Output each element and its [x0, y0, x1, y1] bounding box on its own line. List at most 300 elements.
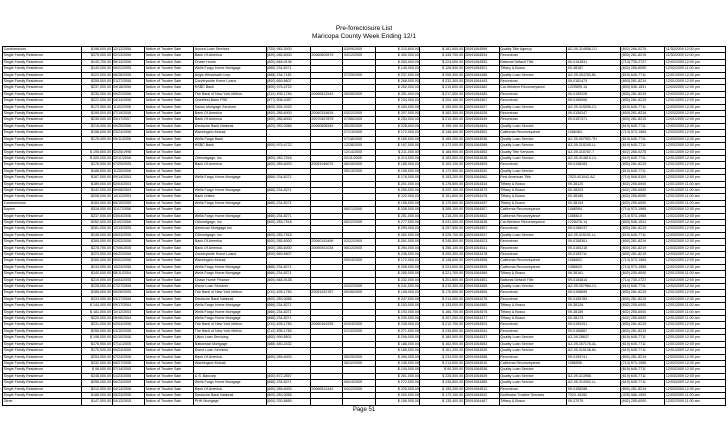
- table-cell: 05/13/2005: [343, 168, 376, 174]
- table-cell: 20070497875: [310, 117, 343, 123]
- table-cell: 12/01/2009 12:00 pm: [665, 155, 726, 161]
- table-cell: Single Family Residence: [3, 386, 82, 392]
- table-cell: 04/13/2005: [112, 399, 145, 405]
- table-cell: U.S. Bancorp: [194, 373, 266, 379]
- table-cell: (800) 872-2657: [266, 373, 310, 379]
- table-cell: 12/03/2009 11:00 am: [665, 392, 726, 398]
- table-cell: 11/02/2006: [112, 104, 145, 110]
- table-cell: Single Family Residence: [3, 258, 82, 264]
- table-cell: $233,000.00: [82, 296, 112, 302]
- table-cell: 20091064544: [464, 328, 499, 334]
- table-cell: 06/26/2006: [112, 72, 145, 78]
- table-cell: 08/11/2004: [112, 271, 145, 277]
- table-cell: 09-38126: [567, 303, 621, 309]
- table-cell: $215,900.00: [82, 123, 112, 129]
- table-cell: Notice of Trustee Sale: [145, 226, 194, 232]
- table-cell: 12/02/2009 12:00 pm: [665, 123, 726, 129]
- table-cell: 20091064555: [464, 284, 499, 290]
- table-cell: (602) 266-0275: [620, 149, 664, 155]
- table-cell: Single Family Residence: [3, 104, 82, 110]
- table-cell: $ 197,000.00: [376, 143, 420, 149]
- table-cell: (212) 495-1784: [266, 328, 310, 334]
- table-cell: 12/03/2009 12:00 pm: [665, 252, 726, 258]
- table-cell: Single Family Residence: [3, 53, 82, 59]
- table-cell: Notice of Trustee Sale: [145, 309, 194, 315]
- table-cell: (800) 281-8219: [620, 322, 664, 328]
- table-cell: Countrywide Home Loans: [194, 252, 266, 258]
- table-cell: 12/03/2009 12:00 pm: [665, 386, 726, 392]
- table-cell: 07/24/2006: [112, 354, 145, 360]
- table-cell: $ 213,000.00: [376, 155, 420, 161]
- table-cell: $ 185,000.00: [376, 162, 420, 168]
- table-cell: Notice of Trustee Sale: [145, 264, 194, 270]
- table-cell: Tiffany & Bosco: [499, 181, 567, 187]
- table-cell: Notice of Trustee Sale: [145, 162, 194, 168]
- table-cell: 07/06/2005: [343, 117, 376, 123]
- table-cell: Notice of Trustee Sale: [145, 98, 194, 104]
- table-cell: (800) 285-6000: [266, 354, 310, 360]
- table-cell: (619) 645-7711: [620, 335, 664, 341]
- table-cell: 12/01/2009 11:00 am: [665, 181, 726, 187]
- table-cell: 09-0159251: [567, 322, 621, 328]
- table-cell: 01/10/2005: [343, 328, 376, 334]
- table-cell: 20091064443: [464, 79, 499, 85]
- table-cell: $ 170,600.00: [420, 200, 464, 206]
- table-cell: Recontrust: [499, 98, 567, 104]
- table-cell: 12/01/2009 12:00 pm: [665, 290, 726, 296]
- table-cell: 20091064553: [464, 149, 499, 155]
- table-cell: $ 241,000.00: [376, 284, 420, 290]
- table-cell: $ 210,600.00: [376, 47, 420, 53]
- table-cell: Citimortgage, Inc: [194, 232, 266, 238]
- table-cell: 20091064552: [464, 59, 499, 65]
- table-cell: $ 248,500.00: [420, 239, 464, 245]
- table-cell: $ 201,000.00: [376, 181, 420, 187]
- table-cell: (619) 645-7711: [620, 373, 664, 379]
- table-cell: California Reconveyance: [499, 207, 567, 213]
- table-cell: Recontrust: [499, 386, 567, 392]
- table-cell: 11/30/2006: [112, 168, 145, 174]
- table-cell: Single Family Residence: [3, 271, 82, 277]
- table-cell: Wells Fargo Home Mortgage: [194, 303, 266, 309]
- table-cell: 12/03/2009 12:00 pm: [665, 354, 726, 360]
- table-cell: Citimortgage, Inc: [194, 155, 266, 161]
- table-cell: $ 163,100.00: [420, 162, 464, 168]
- table-cell: 1228476-14: [567, 219, 621, 225]
- table-cell: Single Family Residence: [3, 85, 82, 91]
- table-cell: 20091064599: [464, 47, 499, 53]
- table-cell: 09-0155783: [567, 296, 621, 302]
- table-cell: 20091064506: [464, 290, 499, 296]
- table-cell: 12/01/2009 11:00 am: [665, 303, 726, 309]
- table-cell: 01/10/2006: [112, 328, 145, 334]
- table-cell: The Bank of New York Mellon: [194, 328, 266, 334]
- table-cell: $ 255,000.00: [376, 271, 420, 277]
- table-cell: 06/21/2005: [343, 207, 376, 213]
- table-cell: Single Family Residence: [3, 149, 82, 155]
- table-cell: 12/02/2009 11:00 am: [665, 399, 726, 405]
- table-cell: $ 193,000.00: [376, 309, 420, 315]
- table-cell: $223,000.00: [82, 252, 112, 258]
- table-cell: AZ-09-315138-BL: [567, 348, 621, 354]
- table-cell: $237,000.00: [82, 213, 112, 219]
- table-cell: Single Family Residence: [3, 155, 82, 161]
- table-cell: (800) 281-8219: [620, 117, 664, 123]
- table-cell: (800) 281-8219: [620, 91, 664, 97]
- table-cell: 11/30/2009 12:00 pm: [665, 47, 726, 53]
- table-cell: (866) 234-8271: [266, 264, 310, 270]
- table-cell: $ 236,000.00: [376, 252, 420, 258]
- table-cell: California Reconveyance: [499, 258, 567, 264]
- table-cell: (800) 975-4722: [266, 85, 310, 91]
- table-cell: Notice of Trustee Sale: [145, 245, 194, 251]
- table-cell: $ 268,000.00: [376, 79, 420, 85]
- table-cell: Notice of Trustee Sale: [145, 111, 194, 117]
- table-cell: Single Family Residence: [3, 187, 82, 193]
- table-cell: Quality Loan Service: [499, 232, 567, 238]
- table-cell: 1086594: [567, 207, 621, 213]
- table-cell: Quality Loan Service: [499, 168, 567, 174]
- table-cell: Notice of Trustee Sale: [145, 130, 194, 136]
- table-cell: $219,000.00: [82, 277, 112, 283]
- table-cell: $244,000.00: [82, 264, 112, 270]
- table-cell: Notice of Trustee Sale: [145, 47, 194, 53]
- table-cell: 20091064527: [464, 104, 499, 110]
- table-cell: 1086620: [567, 264, 621, 270]
- table-cell: Quality Loan Service: [499, 380, 567, 386]
- table-cell: (800) 285-6000: [266, 111, 310, 117]
- table-cell: (800) 285-6000: [266, 117, 310, 123]
- table-cell: $ 178,000.00: [376, 175, 420, 181]
- table-cell: $ 145,000.00: [376, 66, 420, 72]
- table-cell: Nationstar Mortgage: [194, 341, 266, 347]
- table-cell: $ 200,200.00: [82, 155, 112, 161]
- table-cell: AZ-09-315005-CL: [567, 104, 621, 110]
- table-cell: $ 257,900.00: [420, 226, 464, 232]
- table-cell: $ 153,000.00: [376, 303, 420, 309]
- table-cell: 7023-401042-AZ: [567, 175, 621, 181]
- table-cell: California Reconveyance: [499, 130, 567, 136]
- table-cell: 06/22/2005: [343, 360, 376, 366]
- table-cell: $ 299,000.00: [376, 226, 420, 232]
- table-cell: 03/24/2006: [112, 130, 145, 136]
- table-cell: 20091064456: [464, 72, 499, 78]
- table-cell: Single Family Residence: [3, 162, 82, 168]
- report-subtitle: Maricopa County Week Ending 12/1: [312, 32, 416, 40]
- table-cell: Chase Home: [194, 59, 266, 65]
- table-cell: $199,000.00: [82, 111, 112, 117]
- table-cell: 1086602: [567, 258, 621, 264]
- table-cell: Quality Title Services: [499, 149, 567, 155]
- table-cell: $173,900.00: [82, 104, 112, 110]
- table-cell: $ 172,000.00: [376, 130, 420, 136]
- table-cell: (212) 495-1784: [266, 290, 310, 296]
- table-cell: Single Family Residence: [3, 335, 82, 341]
- table-cell: 20060921034: [310, 245, 343, 251]
- table-cell: $ 232,300.00: [420, 79, 464, 85]
- table-cell: 09/22/2005: [112, 66, 145, 72]
- table-cell: $316,000.00: [82, 207, 112, 213]
- table-cell: $ 210,300.00: [420, 284, 464, 290]
- table-cell: (602) 255-6000: [620, 181, 664, 187]
- table-cell: 06/22/2006: [112, 252, 145, 258]
- report-title: Pre-foreclosure List: [335, 25, 393, 32]
- table-cell: 12/03/2009 12:00 pm: [665, 104, 726, 110]
- table-cell: 03/22/2005: [343, 284, 376, 290]
- table-cell: $ 185,900.00: [420, 149, 464, 155]
- table-cell: 12/01/2009 11:00 am: [665, 187, 726, 193]
- table-cell: $ 176,500.00: [420, 181, 464, 187]
- table-cell: 11/17/2006: [112, 207, 145, 213]
- table-cell: Single Family Residence: [3, 392, 82, 398]
- table-cell: (714) 573-1965: [620, 264, 664, 270]
- table-cell: 07/13/2005: [343, 130, 376, 136]
- table-cell: Single Family Residence: [3, 168, 82, 174]
- table-cell: Single Family Residence: [3, 277, 82, 283]
- table-cell: $ 235,800.00: [420, 380, 464, 386]
- table-cell: Notice of Trustee Sale: [145, 175, 194, 181]
- table-cell: Wells Fargo Home Mortgage: [194, 187, 266, 193]
- table-cell: 09-0156906: [567, 98, 621, 104]
- table-cell: 01/23/2006: [112, 373, 145, 379]
- table-cell: Single Family Residence: [3, 303, 82, 309]
- table-cell: Condominium: [3, 47, 82, 53]
- table-cell: Notice of Trustee Sale: [145, 360, 194, 366]
- table-cell: $246,000.00: [82, 373, 112, 379]
- table-cell: Wells Fargo Home Mortgage: [194, 271, 266, 277]
- table-cell: Single Family Residence: [3, 98, 82, 104]
- table-cell: 20091064539: [464, 348, 499, 354]
- table-cell: $ 90,300.00: [420, 367, 464, 373]
- table-cell: Notice of Trustee Sale: [145, 354, 194, 360]
- table-cell: California Reconveyance: [499, 213, 567, 219]
- table-cell: $ 222,100.00: [420, 187, 464, 193]
- table-cell: 02/10/2006: [112, 335, 145, 341]
- table-cell: Quality Loan Service: [499, 104, 567, 110]
- table-cell: Litton Loan Servicing: [194, 335, 266, 341]
- table-cell: $ 128,500.00: [420, 66, 464, 72]
- table-cell: 12/01/2009 12:00 pm: [665, 117, 726, 123]
- table-cell: Notice of Trustee Sale: [145, 155, 194, 161]
- table-cell: Notice of Trustee Sale: [145, 181, 194, 187]
- table-cell: (602) 255-6000: [620, 200, 664, 206]
- table-cell: 06/29/2005: [343, 354, 376, 360]
- table-cell: Bank Of America: [194, 245, 266, 251]
- table-cell: Notice of Trustee Sale: [145, 143, 194, 149]
- table-cell: California Reconveyance: [499, 264, 567, 270]
- table-cell: $ 228,700.00: [420, 232, 464, 238]
- table-cell: HSBC Bank: [194, 143, 266, 149]
- table-cell: Notice of Trustee Sale: [145, 239, 194, 245]
- table-cell: Notice of Trustee Sale: [145, 284, 194, 290]
- table-cell: $225,000.00: [82, 316, 112, 322]
- table-cell: 06/28/2005: [343, 91, 376, 97]
- table-cell: 07/06/2006: [112, 245, 145, 251]
- table-cell: $ 181,900.00: [420, 47, 464, 53]
- table-cell: (800) 281-8219: [620, 226, 664, 232]
- table-cell: (714) 573-1965: [620, 130, 664, 136]
- table-cell: Recontrust: [499, 322, 567, 328]
- table-cell: (800) 546-1531: [620, 219, 664, 225]
- table-cell: (619) 645-7711: [620, 155, 664, 161]
- table-cell: Bank United: [194, 194, 266, 200]
- table-cell: (800) 281-8219: [620, 252, 664, 258]
- table-cell: $196,000.00: [82, 47, 112, 53]
- table-cell: AZ-09-315191-LL: [567, 232, 621, 238]
- table-cell: $ 159,500.00: [420, 104, 464, 110]
- table-cell: 02/02/2006: [112, 239, 145, 245]
- table-cell: (619) 645-7711: [620, 136, 664, 142]
- table-cell: $188,600.00: [82, 168, 112, 174]
- table-cell: Notice of Trustee Sale: [145, 72, 194, 78]
- table-cell: $ 219,300.00: [420, 117, 464, 123]
- table-cell: 12/01/2009 11:00 am: [665, 309, 726, 315]
- table-cell: 05/29/2005: [343, 123, 376, 129]
- table-cell: (619) 645-7711: [620, 380, 664, 386]
- table-cell: Quality Loan Service: [499, 155, 567, 161]
- table-cell: AZ-09-28637: [567, 335, 621, 341]
- table-cell: Notice of Trustee Sale: [145, 386, 194, 392]
- table-cell: $184,000.00: [82, 200, 112, 206]
- table-cell: [343, 399, 376, 405]
- table-cell: Notice of Trustee Sale: [145, 303, 194, 309]
- table-cell: 06/07/2006: [112, 360, 145, 366]
- table-cell: $ 206,300.00: [420, 72, 464, 78]
- table-cell: Notice of Trustee Sale: [145, 277, 194, 283]
- table-cell: Tiffany & Bosco: [499, 309, 567, 315]
- table-cell: Recontrust: [499, 79, 567, 85]
- table-cell: (800) 283-0066: [266, 123, 310, 129]
- table-cell: Condominium: [3, 200, 82, 206]
- table-cell: (866) 234-8271: [266, 213, 310, 219]
- table-cell: 20091064483: [464, 91, 499, 97]
- table-cell: 20091064503: [464, 322, 499, 328]
- table-cell: 02/13/2006: [112, 53, 145, 59]
- table-cell: $176,000.00: [82, 136, 112, 142]
- table-cell: $ 148,600.00: [420, 258, 464, 264]
- table-cell: OneWest Bank FSB: [194, 98, 266, 104]
- table-cell: $ 235,800.00: [420, 328, 464, 334]
- table-cell: (800) 594-2020: [266, 104, 310, 110]
- table-cell: Notice of Trustee Sale: [145, 335, 194, 341]
- table-cell: 20091064505: [464, 264, 499, 270]
- table-cell: California Reconveyance: [499, 360, 567, 366]
- table-cell: Single Family Residence: [3, 290, 82, 296]
- table-cell: 20091064523: [464, 239, 499, 245]
- table-cell: Recontrust: [499, 252, 567, 258]
- table-cell: National Default Title: [499, 277, 567, 283]
- table-cell: 09-38154: [567, 200, 621, 206]
- table-cell: 09-0158695: [567, 290, 621, 296]
- table-cell: (212) 495-1784: [266, 322, 310, 328]
- table-cell: Aurora Loan Services: [194, 47, 266, 53]
- table-cell: Wells Fargo Home Mortgage: [194, 213, 266, 219]
- report-header: [0, 25, 728, 40]
- table-cell: Recontrust: [499, 53, 567, 59]
- table-cell: Tiffany & Bosco: [499, 316, 567, 322]
- table-cell: 20091064508: [464, 258, 499, 264]
- table-cell: 12/13/2005: [112, 226, 145, 232]
- table-cell: Quality Loan Service: [499, 341, 567, 347]
- table-cell: Notice of Trustee Sale: [145, 399, 194, 405]
- table-cell: 20091064542: [464, 392, 499, 398]
- table-cell: Recontrust: [499, 245, 567, 251]
- table-cell: $ 195,200.00: [420, 386, 464, 392]
- table-cell: Tiffany & Bosco: [499, 399, 567, 405]
- table-cell: AZ-09-315787-7: [567, 149, 621, 155]
- table-cell: 12/03/2009 12:00 pm: [665, 232, 726, 238]
- table-cell: (619) 645-7711: [620, 348, 664, 354]
- table-cell: 09-38203: [567, 187, 621, 193]
- table-cell: 20060161939: [310, 322, 343, 328]
- table-cell: Notice of Trustee Sale: [145, 348, 194, 354]
- table-cell: 20091064562: [464, 175, 499, 181]
- table-cell: 03/09/2005: [343, 47, 376, 53]
- table-cell: Bank Of America: [194, 117, 266, 123]
- table-cell: 12/03/2009 12:00 pm: [665, 367, 726, 373]
- table-cell: Recontrust: [499, 91, 567, 97]
- table-cell: Single Family Residence: [3, 341, 82, 347]
- table-cell: $ 212,700.00: [420, 322, 464, 328]
- table-cell: Recontrust: [499, 296, 567, 302]
- table-cell: 20091064565: [464, 380, 499, 386]
- table-cell: First American Title: [499, 175, 567, 181]
- table-cell: $ 241,300.00: [420, 219, 464, 225]
- table-cell: 07/25/2005: [343, 72, 376, 78]
- table-cell: 11/02/2006: [112, 219, 145, 225]
- table-cell: 06/22/2005: [343, 219, 376, 225]
- table-cell: 10/12/2004: [112, 194, 145, 200]
- table-cell: Single Family Residence: [3, 194, 82, 200]
- table-cell: $ 148,400.00: [420, 130, 464, 136]
- table-cell: 09-38174: [567, 316, 621, 322]
- table-cell: $ 183,000.00: [376, 104, 420, 110]
- table-cell: $ 144,400.00: [82, 303, 112, 309]
- table-cell: 09-0158283: [567, 162, 621, 168]
- table-cell: $ 165,200.00: [420, 136, 464, 142]
- table-cell: 12/01/2009 12:00 pm: [665, 149, 726, 155]
- table-cell: $ 277,000.00: [376, 219, 420, 225]
- table-cell: $ 256,100.00: [420, 245, 464, 251]
- table-cell: 07/11/2005: [112, 341, 145, 347]
- table-cell: Wells Fargo Home Mortgage: [194, 309, 266, 315]
- table-cell: $235,000.00: [82, 117, 112, 123]
- table-cell: National Default Title: [499, 59, 567, 65]
- table-cell: (602) 255-6000: [620, 194, 664, 200]
- table-cell: (212) 495-1784: [266, 91, 310, 97]
- table-cell: 20091064509: [464, 162, 499, 168]
- table-cell: (425) 586-1900: [620, 392, 664, 398]
- table-cell: Notice of Trustee Sale: [145, 149, 194, 155]
- table-cell: Wells Fargo Home Mortgage: [194, 316, 266, 322]
- table-cell: $ 294,000.00: [376, 245, 420, 251]
- table-cell: Notice of Trustee Sale: [145, 296, 194, 302]
- table-cell: $ 272,000.00: [376, 380, 420, 386]
- table-cell: $ 161,200.00: [420, 348, 464, 354]
- table-cell: 02/11/2006: [112, 155, 145, 161]
- table-cell: $160,000.00: [82, 258, 112, 264]
- table-cell: 07/29/2005: [112, 162, 145, 168]
- table-cell: (602) 255-6000: [620, 66, 664, 72]
- table-cell: 20060512442: [310, 386, 343, 392]
- table-cell: Notice of Trustee Sale: [145, 168, 194, 174]
- table-cell: $ 98,000.00: [82, 367, 112, 373]
- table-cell: 20091064582: [464, 303, 499, 309]
- table-cell: 12/03/2009 12:00 pm: [665, 130, 726, 136]
- table-cell: 09-38187: [567, 66, 621, 72]
- table-cell: $255,000.00: [82, 79, 112, 85]
- table-cell: 1086610: [567, 213, 621, 219]
